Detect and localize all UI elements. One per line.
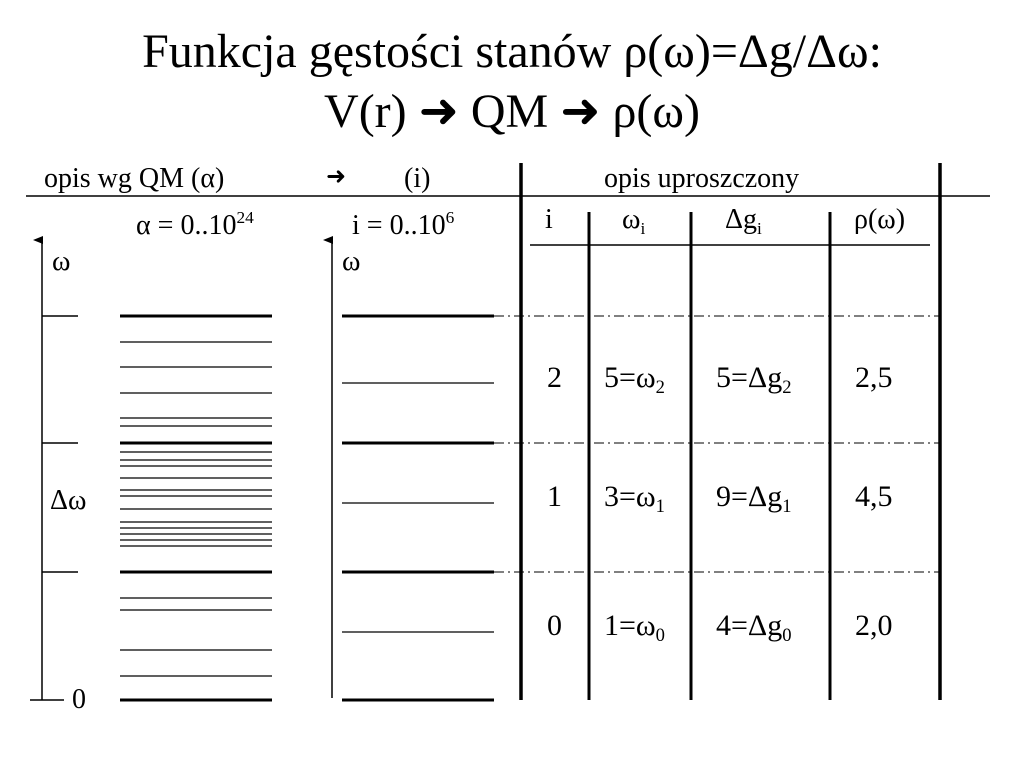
slide-title-line1: Funkcja gęstości stanów ρ(ω)=Δg/Δω: [142,25,882,78]
delta-omega-label: Δω [50,485,87,516]
right-arrow-icon: ➜ [326,164,347,190]
middle-omega-axis-label: ω [342,246,361,277]
row-1-i: 1 [547,480,562,513]
density-label: ρ(ω) [612,85,700,138]
qm-label: QM [470,85,549,138]
zero-label: 0 [72,684,86,715]
header-i-label: (i) [404,163,431,194]
col-header-i: i [545,204,553,235]
header-simplified-description: opis uproszczony [604,163,800,194]
header-qm-description: opis wg QM (α) [44,163,225,194]
row-2-omega: $5=\omega_2$ [604,361,665,398]
row-2-i: 2 [547,361,562,394]
row-1-omega: $3=\omega_1$ [604,480,665,517]
row-0-omega: $1=\omega_0$ [604,609,665,646]
band-separator-lines [494,316,940,572]
potential-label: V(r) [324,85,407,138]
left-omega-axis-label: ω [52,246,71,277]
col-header-delta-g: $\Delta g_i$ [725,204,762,238]
row-0-i: 0 [547,609,562,642]
row-2-delta-g: $5=\Delta g_2$ [716,361,792,398]
col-header-rho: ρ(ω) [854,204,906,235]
row-0-rho: 2,0 [855,609,893,642]
row-1-rho: 4,5 [855,480,893,513]
alpha-range-label: $\alpha = 0..10^{24}$ [136,208,254,241]
row-1-delta-g: $9=\Delta g_1$ [716,480,792,517]
right-arrow-icon: ➜ [560,85,601,138]
right-arrow-icon: ➜ [418,85,459,138]
i-range-label: $i = 0..10^6$ [352,208,455,241]
row-0-delta-g: $4=\Delta g_0$ [716,609,792,646]
row-2-rho: 2,5 [855,361,893,394]
simplified-i-levels [342,316,494,700]
col-header-omega: $\omega_i$ [622,204,646,238]
qm-alpha-levels [120,316,272,700]
